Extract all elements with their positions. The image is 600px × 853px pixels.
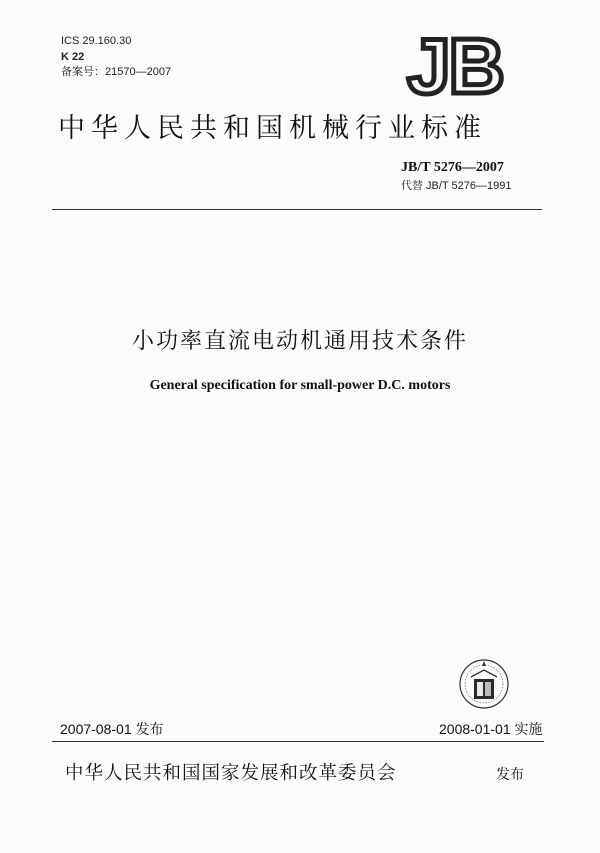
publish-date: 2007-08-01 发布 [60,721,164,737]
document-title-english: General specification for small-power D.C. motors [149,378,451,393]
ministry-title: 中华人民共和国机械行业标准 [58,113,487,144]
document-title-chinese: 小功率直流电动机通用技术条件 [131,329,468,354]
jb-logo-icon [400,27,510,103]
record-number: 备案号：21570—2007 [61,66,172,78]
ics-code: ICS 29.160.30 [61,35,132,47]
bottom-divider [52,741,544,742]
replaced-standard: 代替 JB/T 5276—1991 [401,180,512,192]
standard-number: JB/T 5276—2007 [401,160,504,175]
implement-date: 2008-01-01 实施 [439,721,543,737]
publisher-seal-icon [455,655,513,713]
classification-code: K 22 [61,51,85,63]
issuing-suffix: 发布 [496,767,524,783]
top-divider [52,209,542,210]
issuing-authority: 中华人民共和国国家发展和改革委员会 [65,763,397,784]
jb-logo-text: JB [407,27,503,103]
